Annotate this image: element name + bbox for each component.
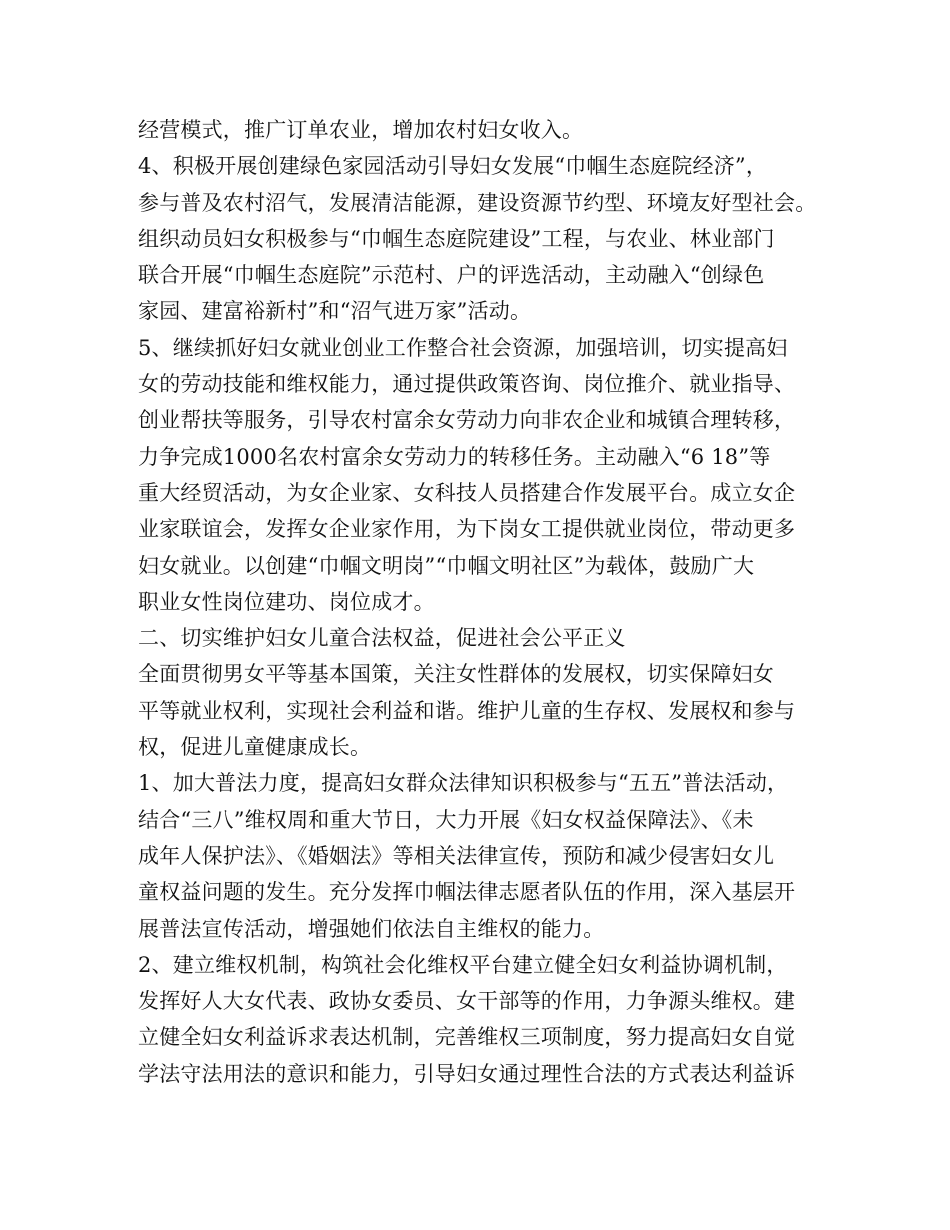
body-line: 结合“三八”维权周和重大节日，大力开展《妇女权益保障法》、《未 (138, 807, 754, 832)
body-line: 学法守法用法的意识和能力，引导妇女通过理性合法的方式表达利益诉 (138, 1061, 796, 1086)
body-line: 力争完成1000名农村富余女劳动力的转移任务。主动融入“6 18”等 (138, 444, 771, 469)
body-line: 童权益问题的发生。充分发挥巾帼法律志愿者队伍的作用，深入基层开 (138, 880, 796, 905)
body-line: 职业女性岗位建功、岗位成才。 (138, 589, 435, 614)
section-heading: 二、切实维护妇女儿童合法权益，促进社会公平正义 (138, 626, 626, 651)
body-line: 创业帮扶等服务，引导农村富余女劳动力向非农企业和城镇合理转移， (138, 408, 796, 433)
body-line: 组织动员妇女积极参与“巾帼生态庭院建设”工程，与农业、林业部门 (138, 226, 775, 251)
body-line: 重大经贸活动，为女企业家、女科技人员搭建合作发展平台。成立女企 (138, 480, 796, 505)
body-line: 妇女就业。以创建“巾帼文明岗”“巾帼文明社区”为载体，鼓励广大 (138, 553, 755, 578)
body-line: 立健全妇女利益诉求表达机制，完善维权三项制度，努力提高妇女自觉 (138, 1025, 796, 1050)
body-line: 业家联谊会，发挥女企业家作用，为下岗女工提供就业岗位，带动更多 (138, 517, 796, 542)
body-line: 经营模式，推广订单农业，增加农村妇女收入。 (138, 118, 584, 142)
document-body (138, 112, 828, 1092)
body-line: 联合开展“巾帼生态庭院”示范村、户的评选活动，主动融入“创绿色 (138, 263, 765, 288)
body-line: 家园、建富裕新村”和“沼气进万家”活动。 (138, 299, 532, 324)
body-line: 平等就业权利，实现社会利益和谐。维护儿童的生存权、发展权和参与 (138, 698, 796, 723)
body-line: 2、建立维权机制，构筑社会化维权平台建立健全妇女利益协调机制， (138, 952, 788, 977)
body-line: 女的劳动技能和维权能力，通过提供政策咨询、岗位推介、就业指导、 (138, 372, 796, 397)
body-line: 发挥好人大女代表、政协女委员、女干部等的作用，力争源头维权。建 (138, 989, 796, 1014)
body-line: 成年人保护法》、《婚姻法》等相关法律宣传，预防和减少侵害妇女儿 (138, 843, 775, 868)
body-line: 全面贯彻男女平等基本国策，关注女性群体的发展权，切实保障妇女 (138, 662, 774, 687)
body-line: 4、积极开展创建绿色家园活动引导妇女发展“巾帼生态庭院经济”， (138, 154, 768, 179)
body-line: 1、加大普法力度，提高妇女群众法律知识积极参与“五五”普法活动， (138, 771, 789, 796)
body-line: 权，促进儿童健康成长。 (138, 735, 372, 760)
body-line: 参与普及农村沼气，发展清洁能源，建设资源节约型、环境友好型社会。 (138, 190, 817, 215)
body-line: 展普法宣传活动，增强她们依法自主维权的能力。 (138, 916, 605, 941)
body-line: 5、继续抓好妇女就业创业工作整合社会资源，加强培训，切实提高妇 (138, 335, 788, 360)
